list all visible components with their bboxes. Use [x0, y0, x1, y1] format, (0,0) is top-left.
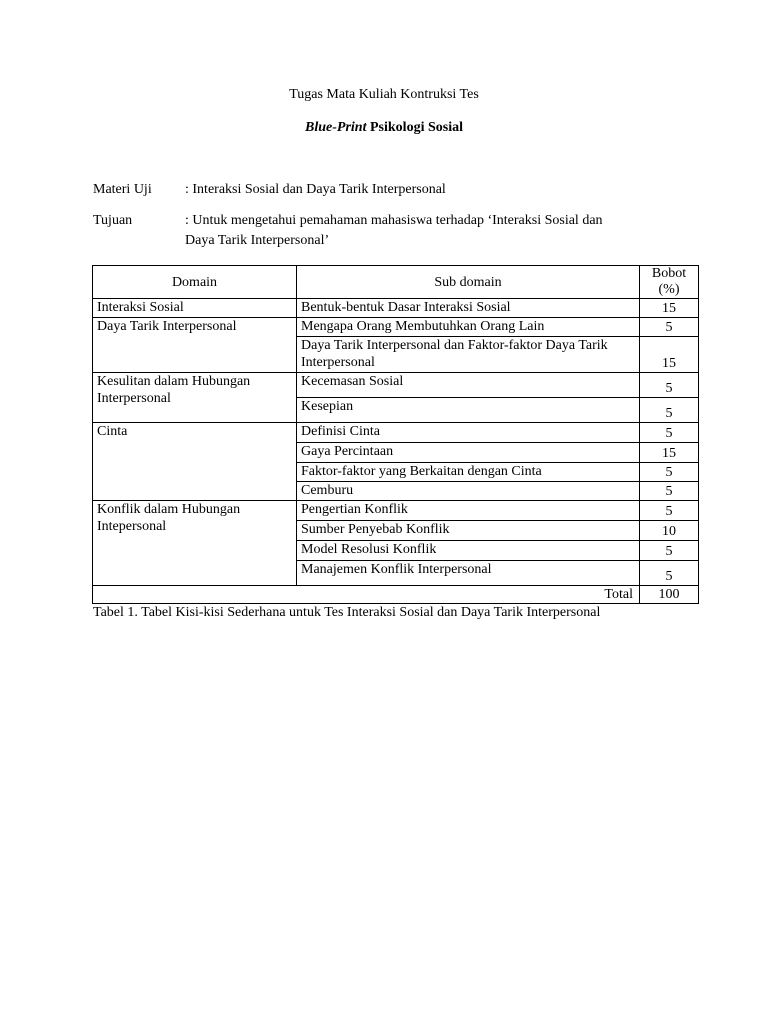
- bobot-cell: 10: [640, 521, 699, 541]
- document-title: Tugas Mata Kuliah Kontruksi Tes: [289, 87, 479, 102]
- table-row: [93, 318, 699, 337]
- bobot-cell: 15: [640, 337, 699, 373]
- subdomain-cell: Daya Tarik Interpersonal dan Faktor-faktor Daya Tarik Interpersonal: [297, 337, 640, 373]
- bobot-cell: 15: [640, 443, 699, 463]
- subdomain-cell: Mengapa Orang Membutuhkan Orang Lain: [297, 318, 640, 337]
- domain-cell: Interaksi Sosial: [93, 299, 297, 318]
- subdomain-cell: Faktor-faktor yang Berkaitan dengan Cinta: [297, 463, 640, 482]
- header-domain: Domain: [93, 266, 297, 299]
- tujuan-text-line2: Daya Tarik Interpersonal’: [185, 233, 330, 248]
- subtitle-italic: Blue-Print: [305, 120, 367, 135]
- subdomain-cell: Cemburu: [297, 482, 640, 501]
- subdomain-cell: Kecemasan Sosial: [297, 373, 640, 398]
- table-header-row: [93, 266, 699, 299]
- subdomain-cell: Sumber Penyebab Konflik: [297, 521, 640, 541]
- header-subdomain: Sub domain: [297, 266, 640, 299]
- kisi-kisi-table: [92, 265, 699, 604]
- header-bobot: [640, 266, 699, 299]
- materi-text: : Interaksi Sosial dan Daya Tarik Interpersonal: [185, 182, 446, 197]
- subdomain-cell: Definisi Cinta: [297, 423, 640, 443]
- bobot-cell: 15: [640, 299, 699, 318]
- subdomain-cell: Pengertian Konflik: [297, 501, 640, 521]
- table-row: [93, 299, 699, 318]
- subdomain-cell: Kesepian: [297, 398, 640, 423]
- bobot-cell: 5: [640, 423, 699, 443]
- bobot-cell: 5: [640, 561, 699, 586]
- bobot-cell: 5: [640, 482, 699, 501]
- bobot-cell: 5: [640, 541, 699, 561]
- total-value: 100: [640, 586, 699, 604]
- bobot-cell: 5: [640, 373, 699, 398]
- domain-cell: Kesulitan dalam Hubungan Interpersonal: [93, 373, 297, 423]
- subtitle-rest: Psikologi Sosial: [366, 120, 463, 135]
- bobot-cell: 5: [640, 318, 699, 337]
- subdomain-cell: Model Resolusi Konflik: [297, 541, 640, 561]
- bobot-cell: 5: [640, 501, 699, 521]
- table-row: [93, 423, 699, 443]
- table-total-row: [93, 586, 699, 604]
- header-bobot-line2: (%): [658, 282, 680, 297]
- total-label: Total: [93, 586, 640, 604]
- bobot-cell: 5: [640, 398, 699, 423]
- domain-cell: Konflik dalam Hubungan Intepersonal: [93, 501, 297, 586]
- table-row: [93, 373, 699, 398]
- tujuan-label: Tujuan: [93, 213, 133, 228]
- domain-cell: Cinta: [93, 423, 297, 501]
- subdomain-cell: Gaya Percintaan: [297, 443, 640, 463]
- materi-label: Materi Uji: [93, 182, 152, 197]
- document-subtitle: [0, 120, 768, 136]
- subdomain-cell: Manajemen Konflik Interpersonal: [297, 561, 640, 586]
- domain-cell: Daya Tarik Interpersonal: [93, 318, 297, 373]
- header-bobot-line1: Bobot: [651, 266, 687, 281]
- tujuan-text-line1: : Untuk mengetahui pemahaman mahasiswa terhadap ‘Interaksi Sosial dan: [185, 213, 603, 228]
- table-caption: Tabel 1. Tabel Kisi-kisi Sederhana untuk Tes Interaksi Sosial dan Daya Tarik Interpersonal: [93, 605, 601, 620]
- subdomain-cell: Bentuk-bentuk Dasar Interaksi Sosial: [297, 299, 640, 318]
- table-row: [93, 501, 699, 521]
- bobot-cell: 5: [640, 463, 699, 482]
